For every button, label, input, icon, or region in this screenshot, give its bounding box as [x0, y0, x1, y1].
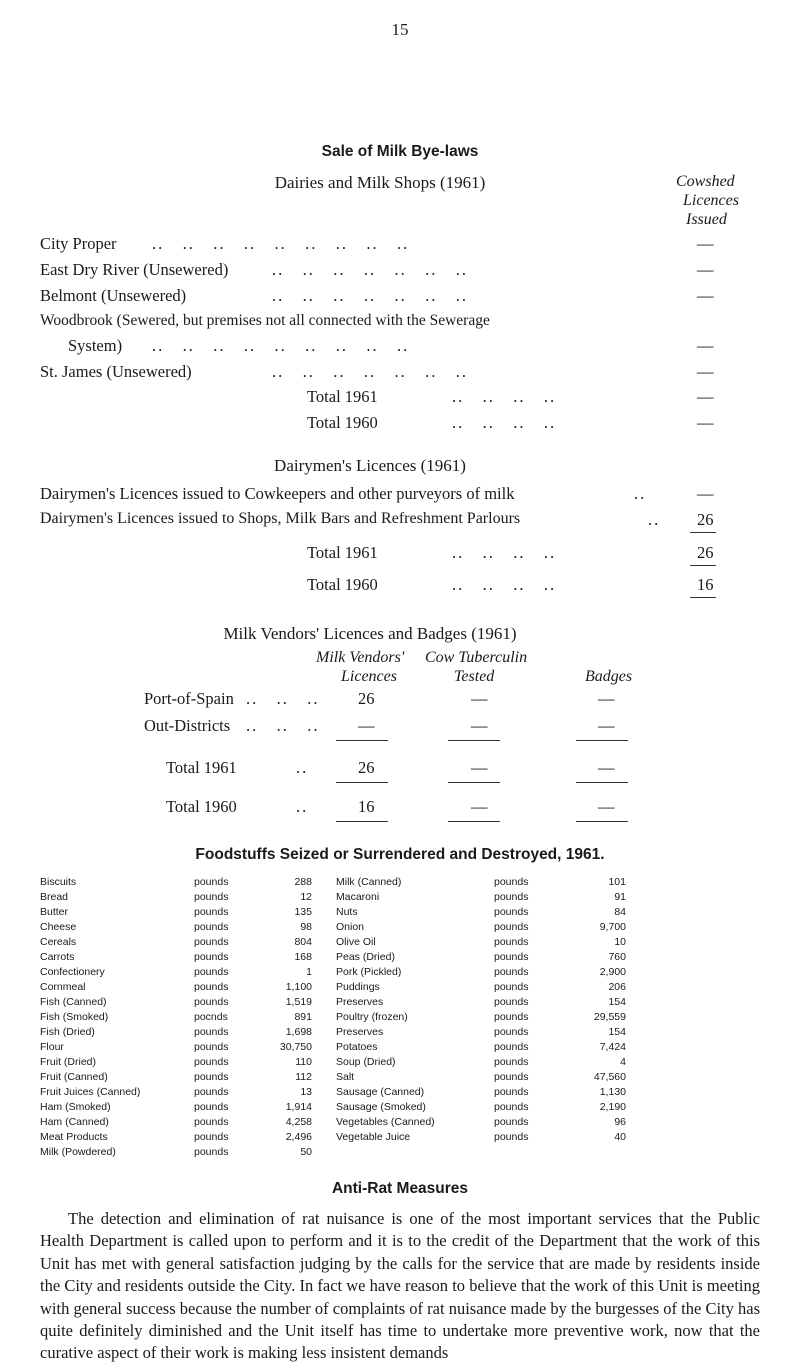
food-value: 804	[294, 936, 312, 948]
leader-dots: ..	[296, 758, 309, 777]
total-1960-label: Total 1960	[307, 575, 378, 594]
badges-value: —	[598, 689, 615, 708]
row-label: Woodbrook (Sewered, but premises not all connected with the Sewerage	[40, 312, 490, 329]
row-label: Belmont (Unsewered)	[40, 286, 187, 305]
food-item: Ham (Canned)	[40, 1116, 109, 1128]
total-1960-value: —	[697, 413, 714, 432]
leader-dots: .. .. .. .. .. .. ..	[272, 286, 468, 305]
food-item: Soup (Dried)	[336, 1056, 396, 1068]
food-unit: pounds	[194, 1071, 229, 1083]
leader-dots: .. .. .. ..	[452, 543, 557, 562]
tested-value: —	[471, 716, 488, 735]
row-value: 26	[697, 510, 714, 529]
food-unit: pounds	[194, 951, 229, 963]
food-value: 50	[300, 1146, 312, 1158]
row-value: —	[697, 260, 714, 279]
food-value: 98	[300, 921, 312, 933]
food-unit: pounds	[494, 936, 529, 948]
food-item: Nuts	[336, 906, 358, 918]
table-row	[40, 1116, 800, 1131]
food-unit: pocnds	[194, 1011, 228, 1023]
food-unit: pounds	[194, 936, 229, 948]
food-unit: pounds	[494, 1101, 529, 1113]
food-unit: pounds	[494, 1026, 529, 1038]
food-item: Fish (Dried)	[40, 1026, 95, 1038]
total-1961-label: Total 1961	[307, 387, 378, 406]
food-unit: pounds	[194, 981, 229, 993]
table-row	[40, 936, 800, 951]
vendors-title: Milk Vendors' Licences and Badges (1961)	[223, 624, 517, 643]
row-label: East Dry River (Unsewered)	[40, 260, 229, 279]
food-value: 40	[614, 1131, 626, 1143]
food-value: 1,519	[285, 996, 312, 1008]
food-item: Biscuits	[40, 876, 77, 888]
food-item: Fish (Smoked)	[40, 1011, 109, 1023]
total-1961-value: —	[697, 387, 714, 406]
food-item: Puddings	[336, 981, 380, 993]
food-item: Flour	[40, 1041, 64, 1053]
tuberculin-col-head-2: Tested	[454, 668, 495, 685]
leader-dots: ..	[296, 797, 309, 816]
cowshed-col-head-1: Cowshed	[676, 173, 735, 190]
food-item: Vegetable Juice	[336, 1131, 411, 1143]
food-unit: pounds	[494, 966, 529, 978]
licences-value: —	[358, 716, 375, 735]
food-value: 96	[614, 1116, 626, 1128]
leader-dots: .. .. .. .. .. .. .. .. ..	[152, 234, 410, 253]
row-value: —	[697, 234, 714, 253]
table-row	[40, 1071, 800, 1086]
food-item: Milk (Canned)	[336, 876, 402, 888]
food-unit: pounds	[494, 1131, 529, 1143]
table-row	[40, 921, 800, 936]
food-value: 4,258	[285, 1116, 312, 1128]
rule	[690, 565, 716, 566]
food-item: Bread	[40, 891, 69, 903]
food-item: Fish (Canned)	[40, 996, 107, 1008]
leader-dots: .. .. .. ..	[452, 387, 557, 406]
food-item: Fruit (Dried)	[40, 1056, 97, 1068]
leader-dots: ..	[634, 484, 647, 503]
food-item: Cereals	[40, 936, 77, 948]
row-value: —	[697, 362, 714, 381]
food-value: 1,698	[285, 1026, 312, 1038]
food-value: 30,750	[279, 1041, 312, 1053]
food-item: Olive Oil	[336, 936, 376, 948]
total-1960-label: Total 1960	[307, 413, 378, 432]
food-unit: pounds	[494, 921, 529, 933]
food-value: 112	[295, 1071, 312, 1083]
food-value: 9,700	[599, 921, 626, 933]
leader-dots: .. .. .. .. .. .. .. .. ..	[152, 336, 410, 355]
food-unit: pounds	[194, 921, 229, 933]
food-item: Ham (Smoked)	[40, 1101, 111, 1113]
food-value: 7,424	[599, 1041, 626, 1053]
food-value: 760	[608, 951, 626, 963]
food-unit: pounds	[494, 1086, 529, 1098]
food-item: Sausage (Canned)	[336, 1086, 425, 1098]
leader-dots: .. .. .. .. .. .. ..	[272, 362, 468, 381]
food-value: 168	[294, 951, 312, 963]
leader-dots: .. .. .. ..	[452, 413, 557, 432]
badges-col-head: Badges	[585, 668, 633, 685]
table-row	[40, 1011, 800, 1026]
row-label: Out-Districts	[144, 716, 231, 735]
leader-dots: .. .. ..	[246, 716, 320, 735]
row-label: Dairymen's Licences issued to Shops, Milk Bars and Refreshment Parlours	[40, 510, 521, 527]
food-item: Preserves	[336, 1026, 384, 1038]
rule	[448, 782, 500, 783]
food-unit: pounds	[194, 996, 229, 1008]
vendors-total-1961-licences: 26	[358, 758, 375, 777]
food-unit: pounds	[194, 1116, 229, 1128]
leader-dots: .. .. ..	[246, 689, 320, 708]
row-label: Port-of-Spain	[144, 689, 234, 708]
food-value: 1	[306, 966, 312, 978]
food-item: Preserves	[336, 996, 384, 1008]
food-unit: pounds	[194, 1101, 229, 1113]
food-item: Macaroni	[336, 891, 380, 903]
food-item: Poultry (frozen)	[336, 1011, 408, 1023]
food-unit: pounds	[194, 1056, 229, 1068]
food-item: Butter	[40, 906, 69, 918]
table-row	[40, 996, 800, 1011]
milk-bye-laws-title: Sale of Milk Bye-laws	[321, 143, 479, 160]
leader-dots: .. .. .. ..	[452, 575, 557, 594]
table-row	[40, 891, 800, 906]
rule	[690, 597, 716, 598]
total-1960-value: 16	[697, 575, 714, 594]
cowshed-col-head-2: Licences	[683, 192, 739, 209]
food-item: Milk (Powdered)	[40, 1146, 116, 1158]
foodstuffs-title: Foodstuffs Seized or Surrendered and Destroyed, 1961.	[195, 846, 605, 863]
food-unit: pounds	[194, 1086, 229, 1098]
food-item: Carrots	[40, 951, 75, 963]
food-value: 10	[614, 936, 626, 948]
food-item: Fruit Juices (Canned)	[40, 1086, 141, 1098]
food-unit: pounds	[194, 966, 229, 978]
vendors-col-head-2: Licences	[341, 668, 397, 685]
food-unit: pounds	[494, 1116, 529, 1128]
vendors-total-1961-tested: —	[471, 758, 488, 777]
dairymen-title: Dairymen's Licences (1961)	[274, 456, 466, 475]
food-value: 2,190	[599, 1101, 626, 1113]
table-row	[40, 1131, 800, 1146]
tested-value: —	[471, 689, 488, 708]
table-row	[40, 981, 800, 996]
table-row	[40, 966, 800, 981]
table-row	[40, 1041, 800, 1056]
food-unit: pounds	[494, 1041, 529, 1053]
vendors-total-1961-label: Total 1961	[166, 758, 237, 777]
anti-rat-paragraph: The detection and elimination of rat nuisance is one of the most important services that the Public Health Department is called upon to perform and it is to the credit of the Department that the work of this Unit has met with general satisfaction judging by the calls for the service that are made by residents inside the City and residents outside the City. In fact we have reason to believe that the work of this Unit is meeting with general success because the number of complaints of rat nuisance made by the burgesses of the City has quite definitely diminished and the Unit itself has time to undertake more preventive work, now that the curative aspect of their work is making less insistent demands	[40, 1209, 760, 1363]
vendors-total-1960-tested: —	[471, 797, 488, 816]
food-unit: pounds	[494, 1056, 529, 1068]
rule	[336, 782, 388, 783]
food-value: 47,560	[593, 1071, 626, 1083]
food-value: 1,100	[285, 981, 312, 993]
row-label: City Proper	[40, 234, 117, 253]
total-1961-value: 26	[697, 543, 714, 562]
food-item: Potatoes	[336, 1041, 378, 1053]
anti-rat-title: Anti-Rat Measures	[331, 1180, 469, 1197]
badges-value: —	[598, 716, 615, 735]
row-value: —	[697, 484, 714, 503]
food-item: Vegetables (Canned)	[336, 1116, 435, 1128]
food-item: Pork (Pickled)	[336, 966, 402, 978]
tuberculin-col-head-1: Cow Tuberculin	[425, 649, 528, 666]
cowshed-col-head-3: Issued	[686, 211, 727, 228]
anti-rat-paragraph-block	[40, 1208, 760, 1365]
table-row	[40, 951, 800, 966]
table-row	[40, 906, 800, 921]
food-unit: pounds	[194, 906, 229, 918]
table-row	[40, 876, 800, 891]
table-row	[40, 1086, 800, 1101]
food-unit: pounds	[194, 1146, 229, 1158]
food-item: Confectionery	[40, 966, 105, 978]
vendors-col-head-1: Milk Vendors'	[316, 649, 405, 666]
food-unit: pounds	[494, 1071, 529, 1083]
food-item: Cornmeal	[40, 981, 86, 993]
food-unit: pounds	[494, 981, 529, 993]
food-value: 206	[608, 981, 626, 993]
row-value: —	[697, 336, 714, 355]
table-row	[40, 1146, 800, 1161]
food-unit: pounds	[494, 891, 529, 903]
rule	[448, 740, 500, 741]
rule	[576, 782, 628, 783]
table-row	[40, 1056, 800, 1071]
food-value: 2,900	[599, 966, 626, 978]
rule	[576, 821, 628, 822]
food-unit: pounds	[494, 906, 529, 918]
dairies-subtitle: Dairies and Milk Shops (1961)	[274, 173, 486, 192]
rule	[336, 821, 388, 822]
vendors-total-1961-badges: —	[598, 758, 615, 777]
page-number: 15	[391, 20, 409, 39]
leader-dots: ..	[648, 510, 661, 529]
food-unit: pounds	[194, 1131, 229, 1143]
licences-value: 26	[358, 689, 375, 708]
row-value: —	[697, 286, 714, 305]
food-value: 4	[620, 1056, 626, 1068]
food-unit: pounds	[194, 1041, 229, 1053]
row-label: Dairymen's Licences issued to Cowkeepers and other purveyors of milk	[40, 484, 515, 503]
food-item: Meat Products	[40, 1131, 108, 1143]
leader-dots: .. .. .. .. .. .. ..	[272, 260, 468, 279]
food-value: 29,559	[593, 1011, 626, 1023]
food-unit: pounds	[194, 876, 229, 888]
food-unit: pounds	[494, 951, 529, 963]
food-item: Salt	[336, 1071, 355, 1083]
food-value: 12	[300, 891, 312, 903]
rule	[336, 740, 388, 741]
food-value: 1,130	[599, 1086, 626, 1098]
rule	[448, 821, 500, 822]
food-value: 13	[300, 1086, 312, 1098]
food-value: 2,496	[285, 1131, 312, 1143]
food-unit: pounds	[494, 1011, 529, 1023]
table-row	[40, 1026, 800, 1041]
food-unit: pounds	[194, 1026, 229, 1038]
food-value: 135	[294, 906, 312, 918]
food-value: 84	[614, 906, 626, 918]
food-value: 91	[614, 891, 626, 903]
food-item: Fruit (Canned)	[40, 1071, 108, 1083]
food-unit: pounds	[494, 996, 529, 1008]
food-value: 154	[608, 996, 626, 1008]
food-value: 110	[295, 1056, 312, 1068]
food-unit: pounds	[194, 891, 229, 903]
food-item: Sausage (Smoked)	[336, 1101, 426, 1113]
row-label-continued: System)	[68, 336, 123, 355]
food-value: 1,914	[285, 1101, 312, 1113]
total-1961-label: Total 1961	[307, 543, 378, 562]
row-label: St. James (Unsewered)	[40, 362, 192, 381]
food-unit: pounds	[494, 876, 529, 888]
food-value: 101	[608, 876, 626, 888]
rule	[576, 740, 628, 741]
vendors-total-1960-licences: 16	[358, 797, 375, 816]
food-value: 288	[294, 876, 312, 888]
vendors-total-1960-label: Total 1960	[166, 797, 237, 816]
table-row	[40, 1101, 800, 1116]
food-value: 891	[294, 1011, 312, 1023]
foodstuffs-table	[40, 876, 800, 1161]
rule	[690, 532, 716, 533]
food-value: 154	[608, 1026, 626, 1038]
food-item: Peas (Dried)	[336, 951, 395, 963]
food-item: Onion	[336, 921, 365, 933]
vendors-total-1960-badges: —	[598, 797, 615, 816]
food-item: Cheese	[40, 921, 77, 933]
